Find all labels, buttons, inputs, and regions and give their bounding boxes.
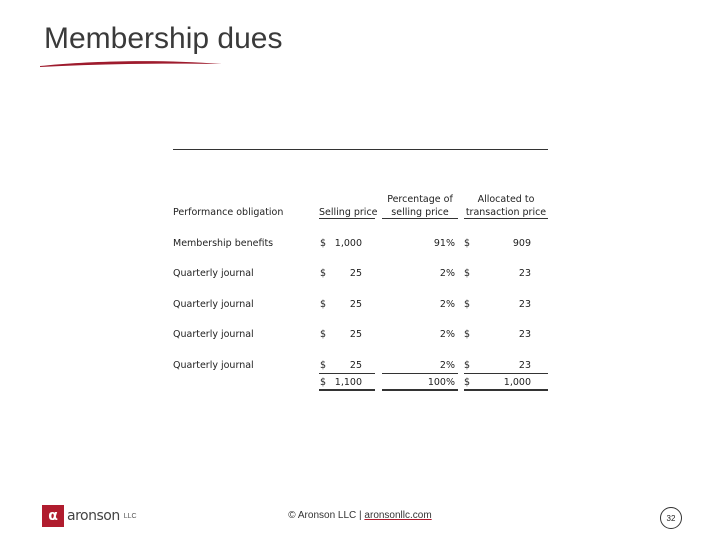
row-percentage: 2% (439, 360, 455, 371)
row-allocated: 23 (518, 299, 531, 310)
row-price-currency: $ (320, 360, 327, 371)
row-selling-price: 25 (349, 360, 362, 371)
row-alloc-currency: $ (464, 238, 471, 249)
slide-title: Membership dues (44, 22, 283, 55)
row-selling-price: 25 (349, 268, 362, 279)
header-underline-percentage (382, 218, 458, 219)
row-obligation: Quarterly journal (173, 360, 254, 371)
row-obligation: Quarterly journal (173, 329, 254, 340)
row-percentage: 91% (433, 238, 455, 249)
row-selling-price: 25 (349, 299, 362, 310)
row-percentage: 2% (439, 329, 455, 340)
page-number-badge: 32 (660, 507, 682, 529)
logo-name: aronson (67, 508, 120, 524)
total-price-currency: $ (320, 377, 327, 388)
logo-mark: α (42, 505, 64, 527)
total-double-rule-allocated (464, 389, 548, 391)
header-underline-selling-price (319, 218, 375, 219)
total-percentage: 100% (427, 377, 455, 388)
footer-website-link[interactable]: aronsonllc.com (364, 510, 432, 521)
row-obligation: Quarterly journal (173, 299, 254, 310)
footer (0, 510, 720, 521)
row-percentage: 2% (439, 268, 455, 279)
total-allocated: 1,000 (503, 377, 531, 388)
row-price-currency: $ (320, 268, 327, 279)
total-double-rule-percentage (382, 389, 458, 391)
row-allocated: 23 (518, 329, 531, 340)
total-selling-price: 1,100 (334, 377, 362, 388)
row-selling-price: 25 (349, 329, 362, 340)
row-price-currency: $ (320, 329, 327, 340)
logo-suffix: LLC (123, 512, 137, 520)
footer-copyright: © Aronson LLC | (288, 510, 365, 521)
header-underline-allocated (464, 218, 548, 219)
row-percentage: 2% (439, 299, 455, 310)
row-alloc-currency: $ (464, 329, 471, 340)
subtotal-rule-allocated (464, 373, 548, 374)
total-alloc-currency: $ (464, 377, 471, 388)
header-allocated-line1: Allocated to (477, 194, 535, 205)
row-obligation: Membership benefits (173, 238, 274, 249)
header-percentage-line2: selling price (391, 207, 449, 218)
row-alloc-currency: $ (464, 299, 471, 310)
row-price-currency: $ (320, 299, 327, 310)
header-allocated-line2: transaction price (465, 207, 547, 218)
row-obligation: Quarterly journal (173, 268, 254, 279)
subtotal-rule-percentage (382, 373, 458, 374)
table-top-rule (173, 149, 548, 150)
row-price-currency: $ (320, 238, 327, 249)
title-swoosh-decoration (38, 58, 224, 70)
header-selling-price: Selling price (319, 207, 378, 218)
row-allocated: 23 (518, 360, 531, 371)
subtotal-rule-selling-price (319, 373, 375, 374)
header-performance-obligation: Performance obligation (173, 207, 284, 218)
row-alloc-currency: $ (464, 268, 471, 279)
header-percentage-line1: Percentage of (387, 194, 453, 205)
row-selling-price: 1,000 (334, 238, 362, 249)
total-double-rule-selling-price (319, 389, 375, 391)
row-allocated: 909 (512, 238, 531, 249)
row-allocated: 23 (518, 268, 531, 279)
row-alloc-currency: $ (464, 360, 471, 371)
